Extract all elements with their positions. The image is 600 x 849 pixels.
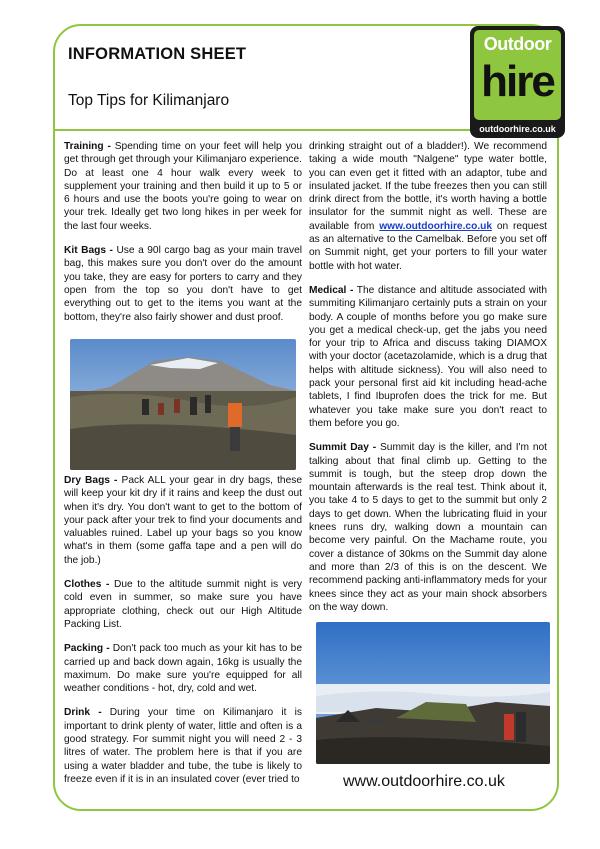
section-training (64, 140, 302, 233)
training-text: Spending time on your feet will help you get through get through your Kilimanjaro experience. Do at least one 4 hour walk every week to supplement your training and then build it up to 5 or 6 hours and use the boots you're going to wear on your trek. Ideally get two long hikes in per week for the last four weeks. (64, 141, 303, 232)
kit-bags-text: Use a 90l cargo bag as your main travel bag, this makes sure you don't over do the amount you take, they are easy for porters to carry and they open from the top so you don't have to get everything out to get to the items you want at the bottom, they're also fairly shower and dust proof. (64, 245, 302, 323)
packing-text: Don't pack too much as your kit has to be carried up and back down again, 16kg is usually the maximum. Do make sure you're equipped for all weather conditions - hot, dry, cold and wet. (64, 643, 302, 695)
left-column (64, 140, 302, 335)
section-clothes (64, 578, 302, 631)
dry-bags-text: Pack ALL your gear in dry bags, these will keep your kit dry if it rains and keep the dust out when it's dry. You don't want to get to the bottom of your pack after your trek to find your documents and valuables ruined. Label up your bags so you know what's in them (some gaffa tape and a pen will do the job.) (64, 475, 303, 566)
right-column (309, 140, 547, 625)
outdoorhire-logo (470, 26, 565, 138)
summit-day-text: Summit day is the killer, and I'm not talking about that final climb up. Getting to the summit is tough, but the steep drop down the mountain afterwards is the real test. Think about it, you take 4 to 5 days to get to the summit but only 2 days to get down. When the lubricating fluid in your knees runs dry, walking down a mountain can become very painful. On the Machame route, you cover a distance of 30kms on the Summit day alone and more than 2/3 of this is on the descent. We recommend packing anti-inflammatory meds for your knees since they act as your main shock absorbers on the way down. (309, 442, 547, 613)
drink-continued-text: drinking straight out of a bladder!). We recommend taking a wide mouth "Nalgene" type water bottle, you can even get it fitted with an adaptor, tube and insulated jacket. If the tube freezes then you can still drink direct from the bottle, it's worth having a bottle insulator for the summit night as well. These are available from (309, 141, 547, 232)
section-kit-bags (64, 244, 302, 324)
outdoorhire-link[interactable]: www.outdoorhire.co.uk (379, 220, 493, 232)
clothes-text: Due to the altitude summit night is very cold even in summer, so make sure you have appropriate clothing, check out our High Altitude Packing List. (64, 579, 302, 630)
summit-day-heading: Summit Day - (309, 442, 377, 454)
section-drink-continued (309, 140, 547, 273)
packing-heading: Packing - (64, 643, 110, 655)
medical-heading: Medical - (309, 284, 354, 296)
footer-url[interactable]: www.outdoorhire.co.uk (343, 773, 505, 790)
drink-continued-text-end: on request as an alternative to the Camelbak. Before you set off on Summit night, get your porters to fill your water bottle with hot water. (309, 220, 547, 272)
drink-heading: Drink - (64, 707, 102, 719)
drink-text: During your time on Kilimanjaro it is important to drink plenty of water, little and often is a good strategy. For summit night you will need 2 - 3 litres of water. The problem here is that if you are using a water bladder and tube, the tube is likely to freeze even if it is in an insulated cover (ever tried to (64, 707, 303, 785)
medical-text: The distance and altitude associated with summiting Kilimanjaro certainly puts a strain on your body. A couple of months before you go make sure you get a medical check-up, get the jabs you need for your trip to Africa and discuss taking DIAMOX with your doctor (acetazolamide, which is a drug that helps with altitude sickness). You will also need to pack your personal first aid kit including head-ache tablets, I find Ibuprofen does the trick for me. But whatever you take make sure you don't react to them before you go. (309, 284, 548, 429)
kit-bags-heading: Kit Bags - (64, 245, 113, 257)
clothes-heading: Clothes - (64, 579, 110, 591)
section-packing (64, 642, 302, 695)
summit-camp-photo (316, 622, 550, 764)
logo-badge (474, 30, 561, 120)
section-summit-day (309, 441, 547, 614)
section-dry-bags (64, 474, 302, 567)
page-title: INFORMATION SHEET (68, 45, 247, 63)
training-heading: Training - (64, 141, 111, 152)
left-column-lower (64, 474, 302, 797)
logo-word-outdoor: Outdoor (483, 34, 552, 54)
dry-bags-heading: Dry Bags - (64, 475, 118, 486)
section-drink (64, 706, 302, 786)
header-divider (53, 129, 473, 131)
kilimanjaro-trek-photo (70, 339, 296, 470)
page-subtitle: Top Tips for Kilimanjaro (68, 92, 230, 109)
logo-word-hire: hire (481, 57, 554, 106)
logo-url: outdoorhire.co.uk (479, 124, 556, 134)
section-medical (309, 284, 547, 430)
